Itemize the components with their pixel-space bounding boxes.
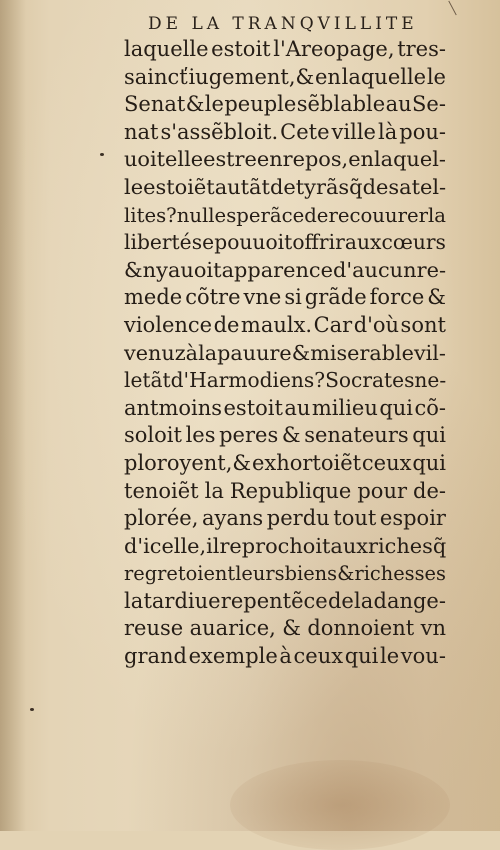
word: se xyxy=(191,230,215,255)
word: Republique xyxy=(229,478,352,503)
word: force xyxy=(369,285,425,310)
word: & xyxy=(185,92,205,117)
word: estoit xyxy=(211,37,271,61)
running-header: DE LA TRANQVILLITE xyxy=(148,14,418,34)
word: si xyxy=(284,285,302,310)
word: ceux xyxy=(361,450,412,475)
word: l'Areopage, xyxy=(273,37,395,61)
ink-speck xyxy=(30,708,34,711)
word: tãt xyxy=(142,368,171,393)
text-line xyxy=(124,450,446,478)
word: la xyxy=(124,588,144,613)
word: sont xyxy=(400,312,446,337)
word: vou- xyxy=(400,644,446,669)
word: saincť xyxy=(124,64,188,89)
word: laquelle xyxy=(124,37,209,61)
word: qui xyxy=(412,450,446,475)
word: vne xyxy=(243,285,282,310)
text-line xyxy=(124,340,446,368)
word: leurs xyxy=(235,562,285,586)
word: nat xyxy=(124,119,159,144)
word: auoit xyxy=(167,257,222,282)
word: offrir xyxy=(292,230,345,255)
gutter-shadow xyxy=(0,0,26,831)
word: vil- xyxy=(413,340,446,365)
word: q̃ xyxy=(432,533,447,558)
word: qui xyxy=(412,423,446,448)
word: milieu xyxy=(311,395,378,420)
text-line xyxy=(124,91,446,119)
word: ceux xyxy=(293,644,344,669)
text-line xyxy=(124,395,446,423)
word: ne- xyxy=(414,368,447,393)
text-line xyxy=(124,615,446,643)
word: aux xyxy=(344,230,382,255)
word: biens xyxy=(284,562,338,586)
text-line xyxy=(124,64,446,92)
word: & xyxy=(124,257,143,282)
word: au xyxy=(385,92,412,117)
word: en xyxy=(314,64,341,89)
word: aux xyxy=(330,533,369,558)
word: elle xyxy=(165,147,204,172)
text-line xyxy=(124,257,446,285)
word: ville xyxy=(331,119,376,144)
word: maulx. xyxy=(240,312,313,337)
word: cõ- xyxy=(414,395,446,420)
word: satel- xyxy=(388,174,447,199)
word: exhortoiẽt xyxy=(251,450,362,475)
word: pour xyxy=(357,478,408,503)
word: dange- xyxy=(373,588,446,613)
text-line xyxy=(124,588,446,616)
word: auarice, xyxy=(189,616,276,641)
word: recouurer xyxy=(328,203,428,227)
word: estoiẽt xyxy=(143,174,215,199)
text-line xyxy=(124,533,446,561)
word: de xyxy=(304,203,329,227)
word: re- xyxy=(416,257,446,282)
word: tres- xyxy=(397,37,446,61)
word: & xyxy=(291,340,311,365)
text-line xyxy=(124,478,446,506)
word: repentẽce xyxy=(220,588,328,613)
word: & xyxy=(337,562,355,586)
word: Cete xyxy=(280,119,330,144)
word: la xyxy=(354,588,374,613)
word: sperãce xyxy=(226,203,305,227)
word: la xyxy=(198,340,218,365)
word: riches xyxy=(368,533,433,558)
word: à xyxy=(185,340,199,365)
word: à xyxy=(279,644,292,669)
paper-stain xyxy=(230,760,450,850)
word: peuple xyxy=(224,92,297,117)
body-text xyxy=(124,36,446,671)
word: d'icelle,il xyxy=(124,533,220,558)
word: de- xyxy=(413,478,446,503)
word: ayans xyxy=(201,506,264,531)
word: qui xyxy=(344,644,379,669)
word: d'aucun xyxy=(333,257,417,282)
word: autãt xyxy=(214,174,270,199)
word: & xyxy=(427,285,446,310)
text-line xyxy=(124,284,446,312)
text-line xyxy=(124,119,446,147)
text-line xyxy=(124,312,446,340)
word: pou- xyxy=(399,119,446,144)
word: Se- xyxy=(412,92,446,117)
word: le xyxy=(124,174,144,199)
word: le xyxy=(204,92,224,117)
word: Senat xyxy=(124,92,186,117)
word: apparence xyxy=(221,257,333,282)
word: laquelle xyxy=(341,64,427,89)
word: tyrãs xyxy=(295,174,350,199)
word: estre xyxy=(203,147,257,172)
word: le xyxy=(380,644,400,669)
word: reprochoit xyxy=(219,533,331,558)
word: d'où xyxy=(353,312,400,337)
word: de xyxy=(327,588,354,613)
word: estoit xyxy=(223,395,283,420)
word: la xyxy=(204,478,224,503)
text-line xyxy=(124,367,446,395)
word: de xyxy=(269,174,296,199)
text-line xyxy=(124,36,446,64)
word: exemple xyxy=(188,644,278,669)
word: plorée, xyxy=(124,506,199,531)
text-line xyxy=(124,229,446,257)
word: violence xyxy=(124,312,213,337)
word: liberté xyxy=(124,230,192,255)
word: là xyxy=(378,119,398,144)
word: en xyxy=(256,147,283,172)
word: de xyxy=(213,312,240,337)
bleed-through-margin-notes xyxy=(40,330,43,341)
word: sẽblable xyxy=(296,92,386,117)
word: grand xyxy=(124,644,187,669)
word: regretoient xyxy=(124,562,236,586)
word: Socrates xyxy=(325,368,415,393)
word: antmoins xyxy=(124,395,223,420)
text-line xyxy=(124,643,446,671)
word: richesses xyxy=(354,562,446,586)
word: tenoiẽt xyxy=(124,478,199,503)
corner-mark xyxy=(448,1,456,16)
text-line xyxy=(124,505,446,533)
word: q̃ xyxy=(349,174,363,199)
word: reuse xyxy=(124,616,184,641)
word: perdu xyxy=(266,506,330,531)
text-line xyxy=(124,560,446,588)
word: Car xyxy=(313,312,353,337)
word: iugement,& xyxy=(188,64,315,89)
word: la xyxy=(428,203,446,227)
word: grãde xyxy=(304,285,367,310)
text-line xyxy=(124,202,446,230)
word: uoit xyxy=(124,147,166,172)
word: soloit xyxy=(124,423,182,448)
word: mede xyxy=(124,285,183,310)
word: le xyxy=(124,368,143,393)
word: au xyxy=(284,395,311,420)
word: donnoient xyxy=(307,616,415,641)
word: de xyxy=(362,174,389,199)
word: peres xyxy=(219,423,279,448)
word: tout xyxy=(333,506,377,531)
word: venuz xyxy=(124,340,186,365)
word: & xyxy=(282,616,301,641)
word: d'Harmodiens? xyxy=(170,368,326,393)
word: le xyxy=(426,64,446,89)
word: cõtre xyxy=(185,285,241,310)
word: senateurs xyxy=(304,423,409,448)
word: s'assẽbloit. xyxy=(160,119,279,144)
word: les xyxy=(185,423,216,448)
word: cœurs xyxy=(381,230,446,255)
word: espoir xyxy=(379,506,446,531)
word: laquel- xyxy=(373,147,446,172)
word: lites?nulle xyxy=(124,203,227,227)
ink-speck xyxy=(100,153,104,156)
word: vn xyxy=(420,616,446,641)
word: ny xyxy=(142,257,168,282)
word: pauure xyxy=(217,340,292,365)
text-line xyxy=(124,174,446,202)
text-line xyxy=(124,146,446,174)
text-line xyxy=(124,422,446,450)
word: tardiue xyxy=(143,588,221,613)
word: en xyxy=(348,147,374,172)
word: ploroyent,& xyxy=(124,450,252,475)
word: & xyxy=(281,423,301,448)
word: miserable xyxy=(310,340,414,365)
word: repos, xyxy=(282,147,349,172)
word: qui xyxy=(379,395,414,420)
word: pouuoit xyxy=(214,230,293,255)
